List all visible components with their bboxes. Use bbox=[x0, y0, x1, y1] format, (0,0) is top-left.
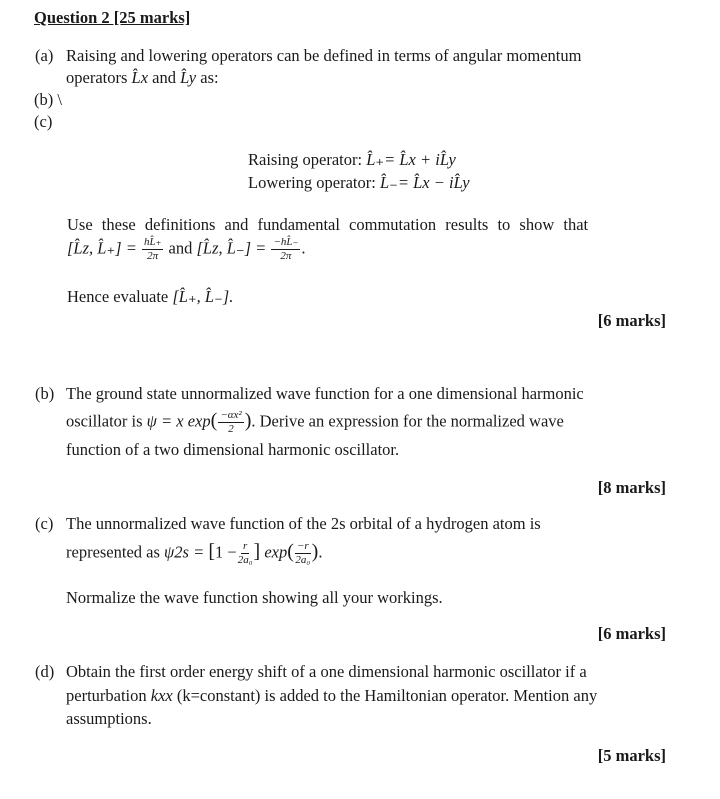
lowering-operator-line bbox=[248, 175, 470, 192]
perturbation-kxx: kxx bbox=[150, 686, 173, 705]
lowering-label: Lowering operator: bbox=[248, 173, 376, 192]
psi-ground-state: ψ = x exp bbox=[146, 411, 211, 431]
part-c-represented-as: represented as bbox=[66, 542, 160, 562]
exponent-denominator: 2 bbox=[228, 423, 234, 435]
part-d-hamiltonian-text: is added to the Hamiltonian operator. Mention any bbox=[264, 686, 598, 705]
psi-2s-lhs: ψ2s = bbox=[164, 542, 209, 562]
raising-operator-line bbox=[248, 152, 456, 169]
stray-b-label: (b) \ bbox=[34, 90, 62, 109]
part-a-and: and bbox=[152, 68, 176, 87]
part-c-period: . bbox=[318, 542, 323, 562]
lowering-expression: L̂₋= L̂x − iL̂y bbox=[379, 173, 470, 192]
hence-line bbox=[67, 289, 233, 306]
hence-text: Hence evaluate bbox=[67, 287, 169, 306]
fraction2-numerator: −r bbox=[296, 540, 309, 552]
fraction1-denominator: 2a₀ bbox=[237, 554, 253, 566]
part-a-marks: [6 marks] bbox=[597, 311, 666, 330]
exp-word: exp bbox=[264, 542, 288, 562]
exponent-numerator: −αx² bbox=[220, 409, 242, 421]
part-c-line2: represented as ψ2s = [1 − $\frac{r}{\text{2a₀}}$ ] exp( $\frac{-r}{\text{2a₀}}$ ). bbox=[66, 540, 323, 566]
part-a-label: (a) bbox=[35, 46, 54, 65]
part-b-oscillator-is: oscillator is bbox=[66, 411, 143, 431]
perturbation-text: perturbation bbox=[66, 686, 147, 705]
commutator-and: and bbox=[168, 238, 193, 258]
part-b-marks: [8 marks] bbox=[597, 478, 666, 497]
use-definitions-text: Use these definitions and fundamental commutation results to show that bbox=[67, 215, 589, 234]
commutator-line bbox=[67, 237, 305, 262]
part-b-line1: The ground state unnormalized wave function for a one dimensional harmonic bbox=[66, 384, 584, 403]
r-over-2a0-fraction bbox=[238, 541, 253, 566]
part-a-line1: Raising and lowering operators can be defined in terms of angular momentum bbox=[66, 46, 582, 65]
commutator-1-numerator: hL̂₊ bbox=[143, 236, 162, 248]
commutator-period: . bbox=[301, 238, 306, 258]
part-b-line2: oscillator is ψ = x exp( $\frac{\text{−αx²}}{2}$ ). Derive an expression for the normalized wave bbox=[66, 409, 564, 435]
exponent-fraction bbox=[295, 541, 311, 566]
part-b-derive-text: . Derive an expression for the normalized wave bbox=[251, 411, 564, 431]
k-constant: (k=constant) bbox=[176, 686, 261, 705]
operator-lx: L̂x bbox=[131, 68, 149, 87]
part-c-label: (c) bbox=[35, 514, 54, 533]
operator-ly: L̂y bbox=[180, 68, 197, 87]
fraction2-denominator: 2a₀ bbox=[295, 554, 311, 566]
commutator-1-lhs: [L̂z, L̂₊] = bbox=[67, 238, 137, 258]
fraction1-numerator: r bbox=[242, 540, 248, 552]
normalize-instruction: Normalize the wave function showing all your workings. bbox=[66, 588, 443, 607]
commutator-2-denominator: 2π bbox=[280, 250, 292, 262]
part-c-marks: [6 marks] bbox=[597, 624, 666, 643]
commutator-1-denominator: 2π bbox=[147, 250, 159, 262]
part-a-line2 bbox=[66, 70, 219, 87]
part-c-line1: The unnormalized wave function of the 2s orbital of a hydrogen atom is bbox=[66, 514, 541, 533]
part-d-line1: Obtain the first order energy shift of a one dimensional harmonic oscillator if a bbox=[66, 662, 587, 681]
part-d-label: (d) bbox=[35, 662, 55, 681]
hence-expression: [L̂₊, L̂₋]. bbox=[172, 287, 234, 306]
part-b-label: (b) bbox=[35, 384, 55, 403]
stray-c-label: (c) bbox=[34, 112, 53, 131]
raising-label: Raising operator: bbox=[248, 150, 363, 169]
part-b-line3: function of a two dimensional harmonic oscillator. bbox=[66, 440, 400, 459]
commutator-2-fraction bbox=[271, 237, 300, 262]
ground-state-exponent bbox=[218, 410, 243, 435]
question-title: Question 2 [25 marks] bbox=[34, 8, 191, 27]
part-d-line2 bbox=[66, 688, 597, 705]
commutator-2-lhs: [L̂z, L̂₋] = bbox=[196, 238, 267, 258]
part-d-line3: assumptions. bbox=[66, 709, 152, 728]
commutator-2-numerator: −hL̂₋ bbox=[273, 236, 299, 248]
part-a-operators-text: operators bbox=[66, 68, 128, 87]
raising-expression: L̂₊= L̂x + iL̂y bbox=[366, 150, 456, 169]
commutator-1-fraction bbox=[142, 237, 163, 262]
bracket-one-minus: 1 − bbox=[215, 542, 237, 562]
part-a-as: as: bbox=[200, 68, 219, 87]
part-d-marks: [5 marks] bbox=[597, 746, 666, 765]
